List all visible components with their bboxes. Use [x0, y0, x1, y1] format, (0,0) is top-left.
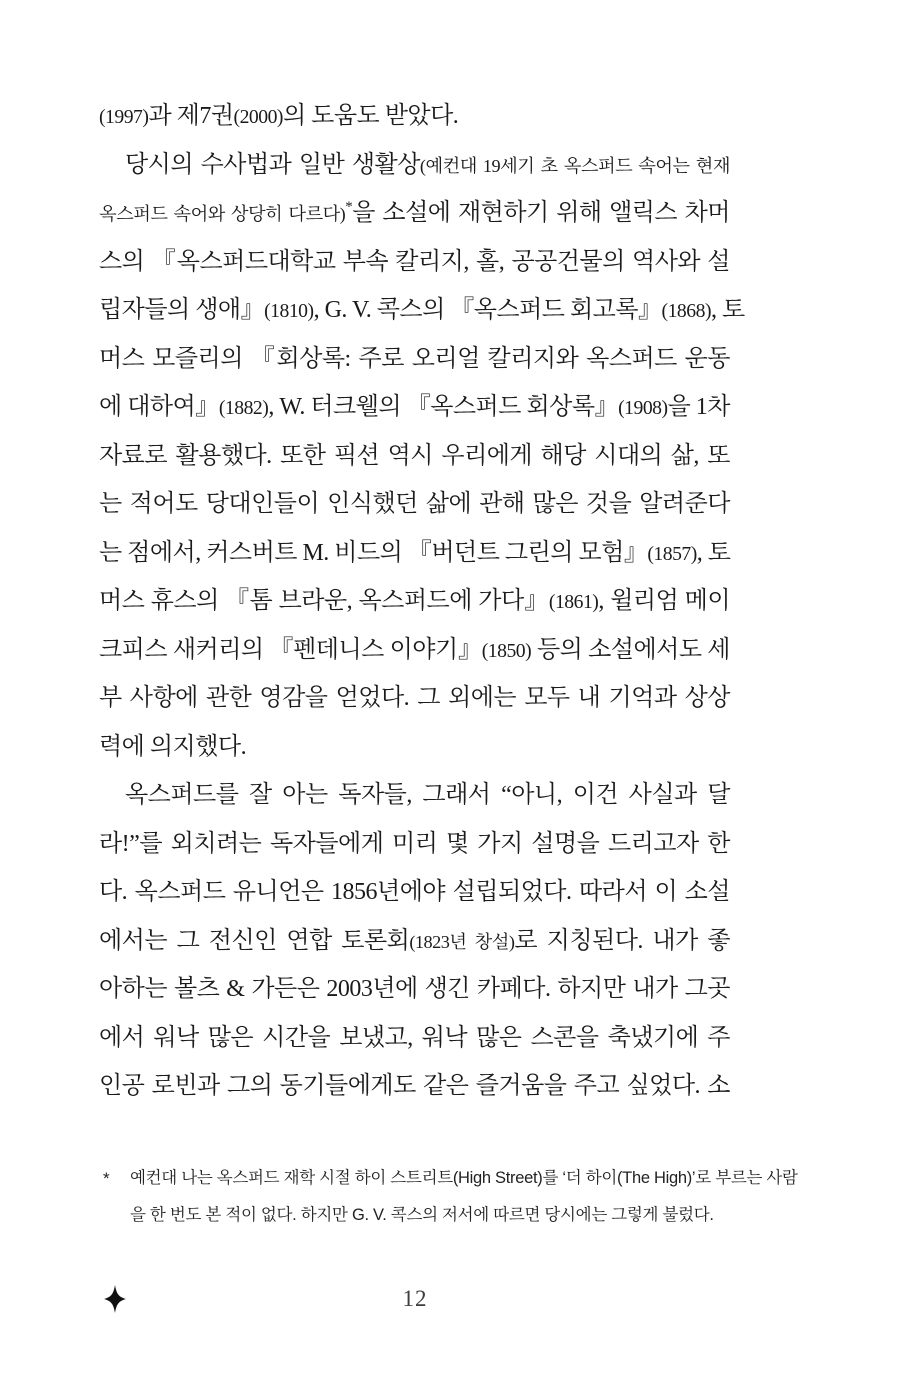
body-line: 크피스 새커리의 『펜데니스 이야기』(1850) 등의 소설에서도 세	[99, 636, 730, 663]
body-line: 는 점에서, 커스버트 M. 비드의 『버던트 그린의 모험』(1857), 토	[99, 539, 731, 566]
body-line: (1997)과 제7권(2000)의 도움도 받았다.	[99, 103, 459, 129]
page-number: 12	[402, 1286, 428, 1311]
footnote-body	[99, 1160, 798, 1234]
footnote-line: 을 한 번도 본 적이 없다. 하지만 G. V. 콕스의 저서에 따르면 당시에는 그렇게 불렀다.	[130, 1206, 714, 1224]
footnote-line: 예컨대 나는 옥스퍼드 재학 시절 하이 스트리트(High Street)를 ‘더 하이(The High)’로 부르는 사람	[130, 1169, 798, 1187]
footnote-marker: *	[103, 1169, 110, 1188]
body-line: 부 사항에 관한 영감을 얻었다. 그 외에는 모두 내 기억과 상상	[99, 685, 730, 711]
body-line: 에 대하여』(1882), W. 터크웰의 『옥스퍼드 회상록』(1908)을 1차	[99, 394, 730, 420]
body-line: 는 적어도 당대인들이 인식했던 삶에 관해 많은 것을 알려준다	[99, 491, 730, 517]
body-line: 머스 모즐리의 『회상록: 주로 오리얼 칼리지와 옥스퍼드 운동	[99, 345, 730, 372]
body-line: 력에 의지했다.	[99, 733, 247, 760]
body-line: 머스 휴스의 『톰 브라운, 옥스퍼드에 가다』(1861), 윌리엄 메이	[99, 588, 730, 614]
body-line: 인공 로빈과 그의 동기들에게도 같은 즐거움을 주고 싶었다. 소	[99, 1073, 730, 1099]
body-text	[99, 92, 745, 1111]
body-line: 립자들의 생애』(1810), G. V. 콕스의 『옥스퍼드 회고록』(1868), 토	[99, 297, 745, 323]
body-line: 라!”를 외치려는 독자들에게 미리 몇 가지 설명을 드리고자 한	[99, 830, 730, 857]
body-line: 다. 옥스퍼드 유니언은 1856년에야 설립되었다. 따라서 이 소설	[99, 879, 730, 905]
body-line: 스의 『옥스퍼드대학교 부속 칼리지, 홀, 공공건물의 역사와 설	[99, 248, 730, 275]
footnote-lines	[130, 1160, 798, 1234]
body-line: 자료로 활용했다. 또한 픽션 역시 우리에게 해당 시대의 삶, 또	[99, 442, 730, 469]
body-line: 옥스퍼드를 잘 아는 독자들, 그래서 “아니, 이건 사실과 달	[125, 782, 730, 808]
footnote	[99, 1160, 798, 1234]
body-line: 에서는 그 전신인 연합 토론회(1823년 창설)로 지칭된다. 내가 좋	[99, 927, 730, 954]
page-footer	[99, 1280, 731, 1320]
body-line: 에서 워낙 많은 시간을 보냈고, 워낙 많은 스콘을 축냈기에 주	[99, 1024, 730, 1051]
body-line: 옥스퍼드 속어와 상당히 다르다)*을 소설에 재현하기 위해 앨릭스 차머	[99, 199, 730, 226]
body-line: 당시의 수사법과 일반 생활상(예컨대 19세기 초 옥스퍼드 속어는 현재	[125, 151, 730, 178]
body-line: 아하는 볼츠 & 가든은 2003년에 생긴 카페다. 하지만 내가 그곳	[99, 976, 730, 1002]
